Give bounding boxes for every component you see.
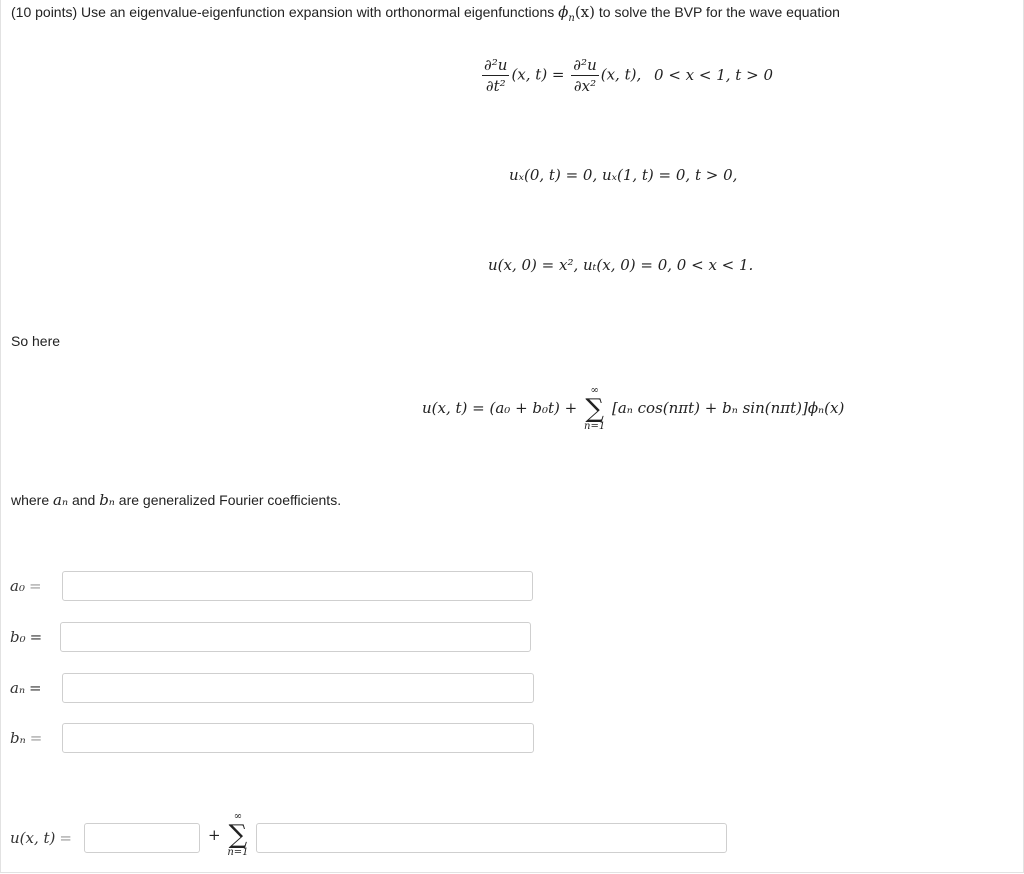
bn-label: bₙ = xyxy=(10,729,43,747)
answer-summation-symbol: ∞ ∑ n=1 xyxy=(227,811,249,858)
an-label: aₙ = xyxy=(10,679,42,697)
expansion-equation xyxy=(422,386,844,432)
pde-lhs-arg: (x, t) = xyxy=(511,65,565,84)
a0-input[interactable] xyxy=(62,571,533,601)
prompt-post: to solve the BVP for the wave equation xyxy=(598,4,840,20)
eigenfunction-symbol: $\phi_n(x)$ xyxy=(558,3,595,24)
summation-symbol: ∞ ∑ n=1 xyxy=(584,385,606,432)
initial-conditions: u(x, 0) = x², uₜ(x, 0) = 0, 0 < x < 1. xyxy=(488,256,754,274)
expansion-lhs: u(x, t) = (a₀ + b₀t) + xyxy=(422,399,578,417)
where-text: where aₙ and bₙ are generalized Fourier coefficients. xyxy=(11,491,342,509)
a-n-symbol: aₙ xyxy=(53,491,69,509)
pde-lhs-fraction: $\frac{\text{∂²u}}{\text{∂t²}}$ xyxy=(484,56,508,95)
pde-equation xyxy=(480,56,773,95)
b-n-symbol: bₙ xyxy=(99,491,115,509)
u-series-input[interactable] xyxy=(256,823,727,853)
prompt-pre: Use an eigenvalue-eigenfunction expansion with orthonormal eigenfunctions xyxy=(81,4,555,20)
a0-label: a₀ = xyxy=(10,577,42,595)
pde-rhs-fraction: $\frac{\text{∂²u}}{\text{∂x²}}$ xyxy=(573,56,597,95)
boundary-conditions: uₓ(0, t) = 0, uₓ(1, t) = 0, t > 0, xyxy=(509,166,738,184)
u-series-operator xyxy=(208,812,251,858)
u-first-term-input[interactable] xyxy=(84,823,200,853)
bn-input[interactable] xyxy=(62,723,534,753)
b0-label: b₀ = xyxy=(10,628,43,646)
u-label: u(x, t) = xyxy=(10,829,72,847)
b0-input[interactable] xyxy=(60,622,531,652)
expansion-rhs: [aₙ cos(nπt) + bₙ sin(nπt)]ϕₙ(x) xyxy=(612,399,845,417)
question-text xyxy=(11,3,840,24)
pde-domain: 0 < x < 1, t > 0 xyxy=(654,65,773,84)
points-label: (10 points) xyxy=(11,4,78,20)
an-input[interactable] xyxy=(62,673,534,703)
so-here-text: So here xyxy=(11,333,61,349)
plus-sign: + xyxy=(208,826,221,844)
pde-rhs-arg: (x, t), xyxy=(600,65,642,84)
